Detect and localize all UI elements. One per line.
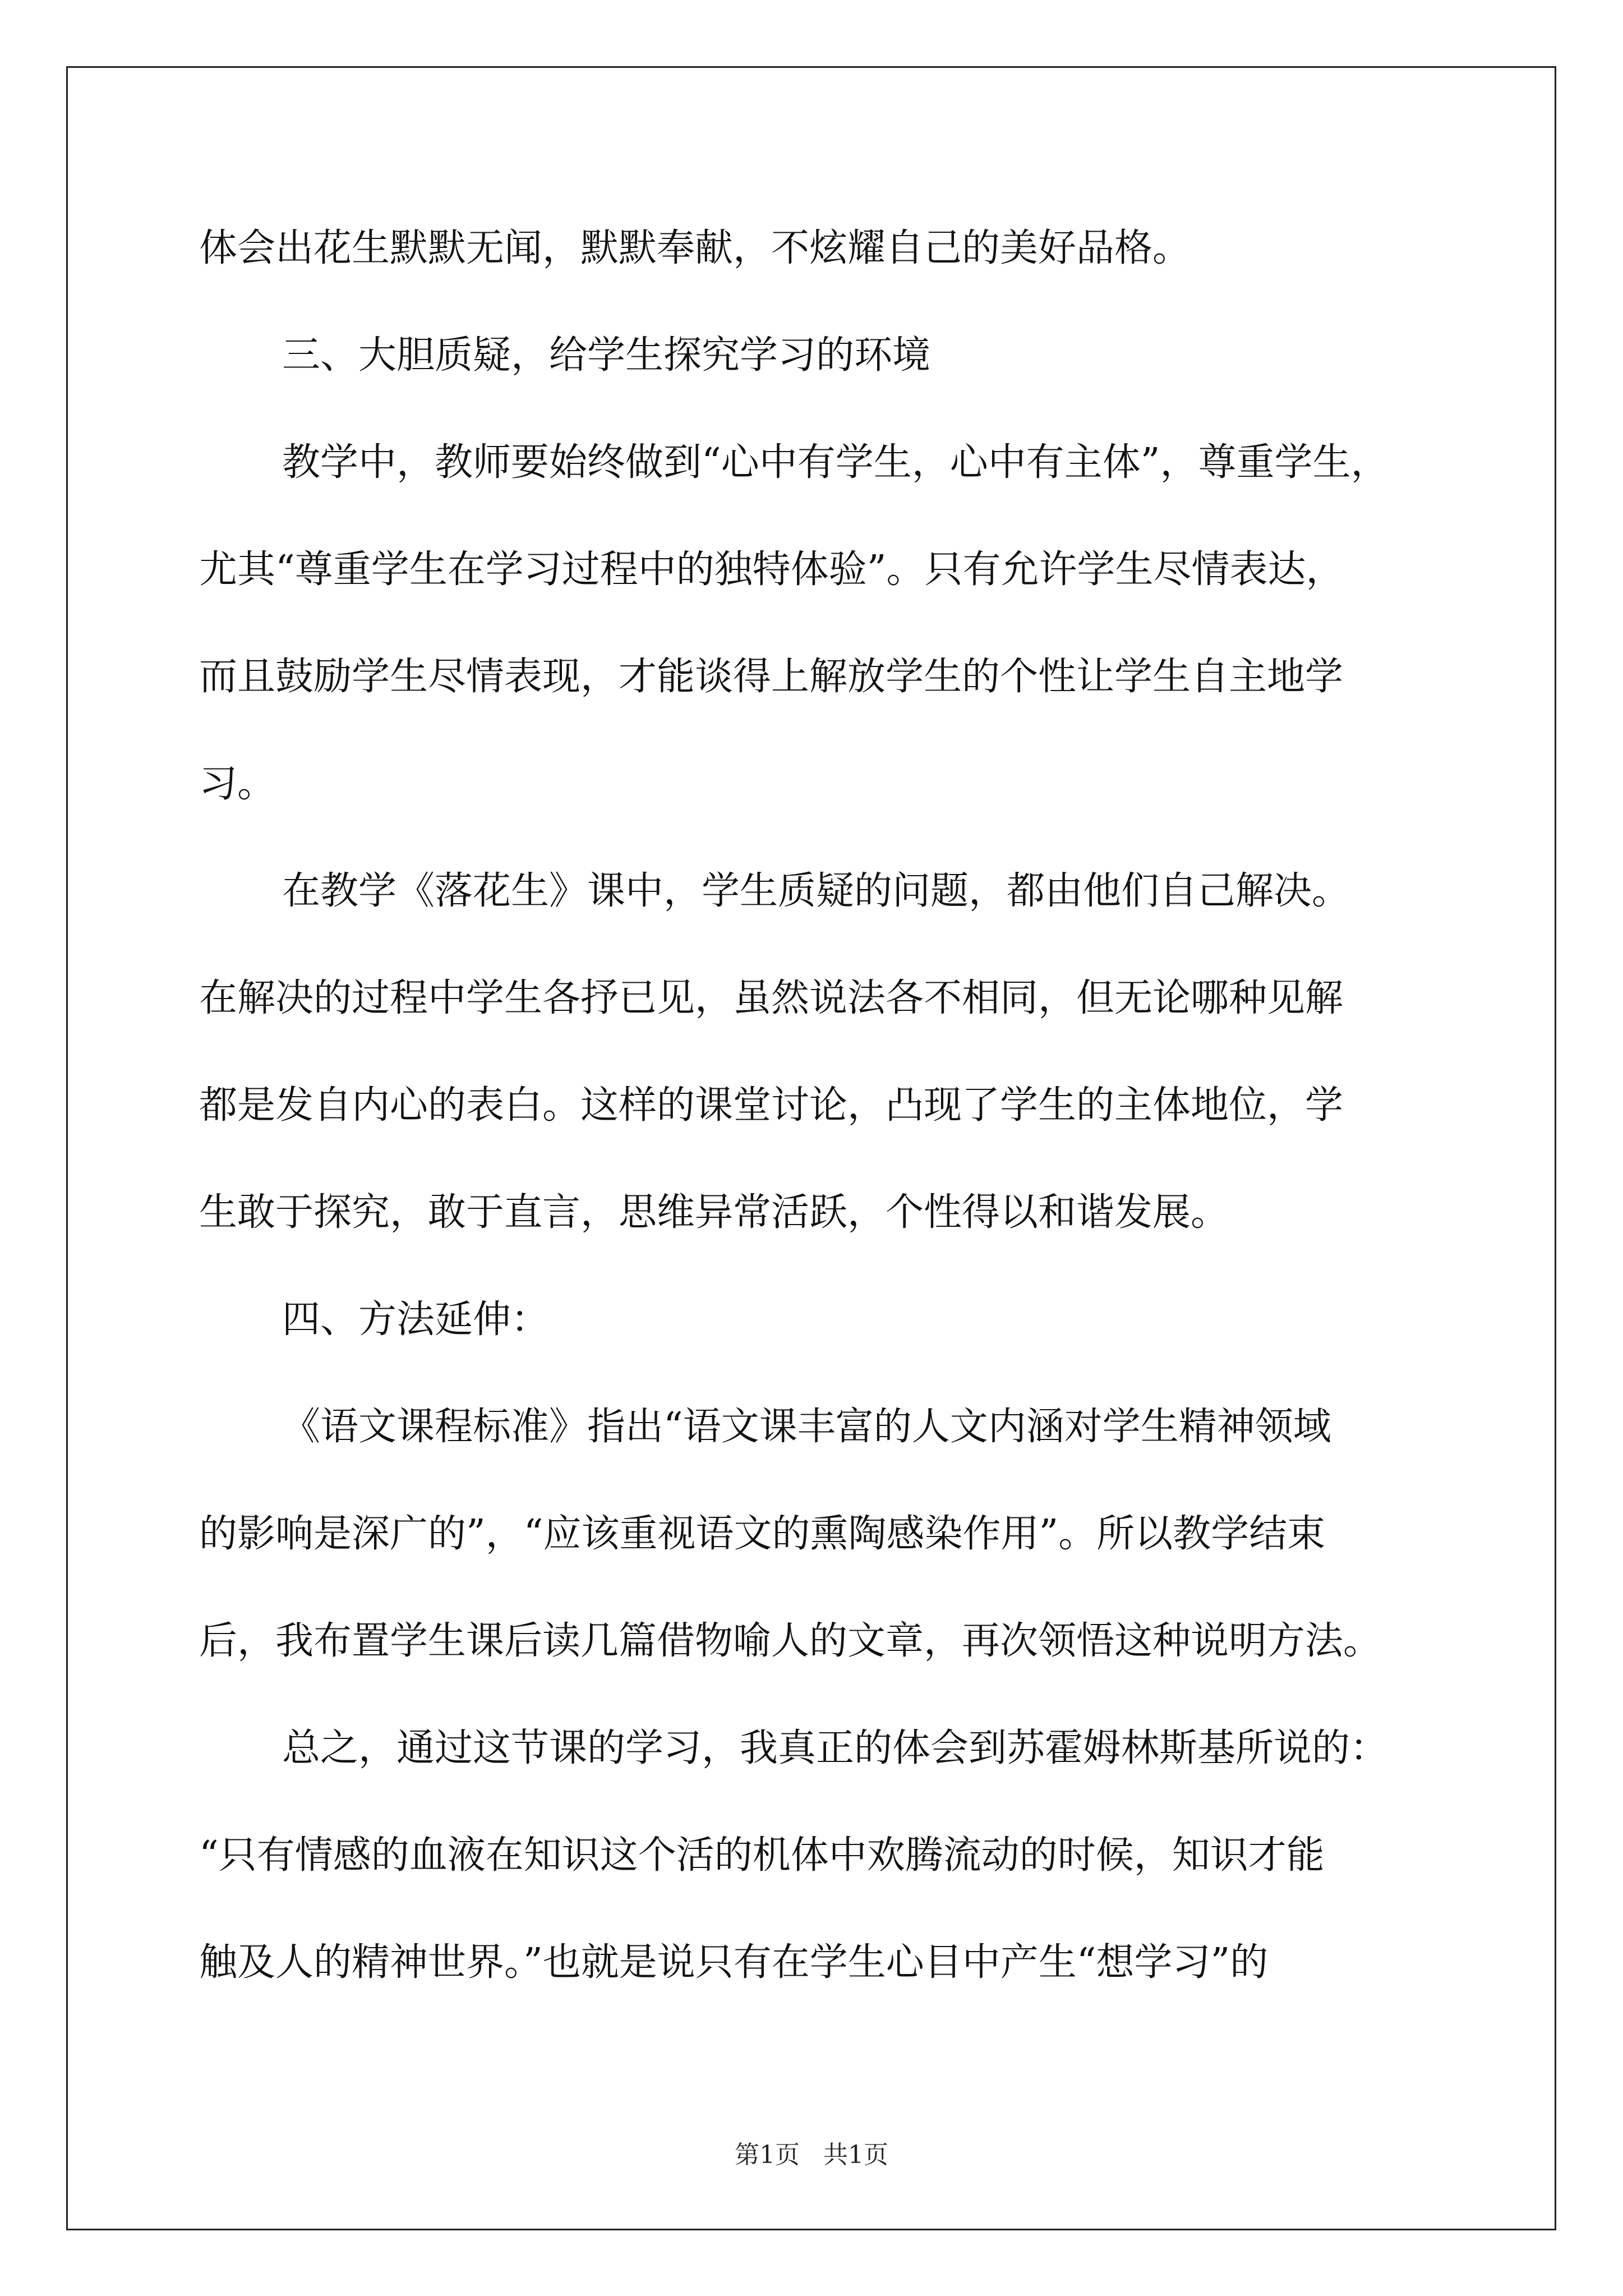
text-line: “只有情感的血液在知识这个活的机体中欢腾流动的时候，知识才能: [199, 1833, 1325, 1878]
page-footer: 第1页 共1页: [735, 2141, 888, 2169]
section-heading: 四、方法延伸：: [282, 1297, 550, 1342]
text-line: 总之，通过这节课的学习，我真正的体会到苏霍姆林斯基所说的：: [282, 1726, 1389, 1770]
text-line: 《语文课程标准》指出“语文课丰富的人文内涵对学生精神领域: [282, 1405, 1331, 1449]
text-line: 都是发自内心的表白。这样的课堂讨论，凸现了学生的主体地位，学: [199, 1083, 1344, 1128]
section-heading: 三、大胆质疑，给学生探究学习的环境: [282, 333, 931, 378]
document-body: [199, 222, 1433, 2043]
text-line: 教学中，教师要始终做到“心中有学生，心中有主体”，尊重学生，: [282, 440, 1389, 485]
text-line: 触及人的精神世界。”也就是说只有在学生心目中产生“想学习”的: [199, 1940, 1269, 1985]
text-line: 后，我布置学生课后读几篇借物喻人的文章，再次领悟这种说明方法。: [199, 1619, 1382, 1663]
text-line: 在教学《落花生》课中，学生质疑的问题，都由他们自己解决。: [282, 869, 1350, 913]
text-line: 尤其“尊重学生在学习过程中的独特体验”。只有允许学生尽情表达，: [199, 547, 1344, 592]
text-line: 的影响是深广的”，“应该重视语文的熏陶感染作用”。所以教学结束: [199, 1512, 1326, 1556]
text-line: 在解决的过程中学生各抒已见，虽然说法各不相同，但无论哪种见解: [199, 976, 1344, 1020]
text-line: 习。: [199, 762, 276, 806]
text-line: 而且鼓励学生尽情表现，才能谈得上解放学生的个性让学生自主地学: [199, 655, 1344, 699]
text-line: 体会出花生默默无闻，默默奉献，不炫耀自己的美好品格。: [199, 226, 1191, 270]
text-line: 生敢于探究，敢于直言，思维异常活跃，个性得以和谐发展。: [199, 1190, 1229, 1235]
